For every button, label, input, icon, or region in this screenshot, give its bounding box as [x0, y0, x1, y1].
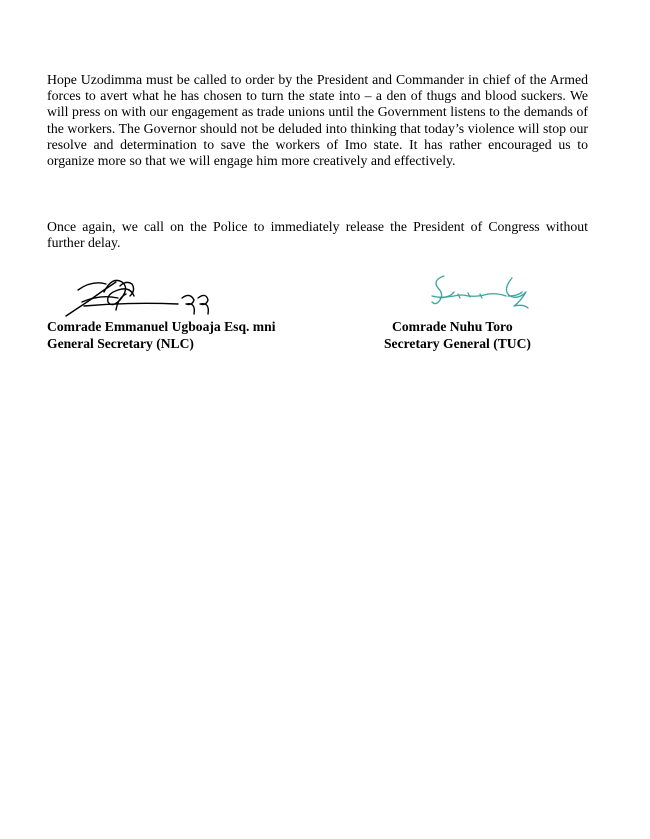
tuc-signatory-title: Secretary General (TUC) [384, 336, 531, 351]
closing-paragraph: Once again, we call on the Police to immediately release the President of Congress without further delay. [47, 219, 588, 251]
body-paragraph: Hope Uzodimma must be called to order by the President and Commander in chief of the Armed forces to avert what he has chosen to turn the state into – a den of thugs and blood suckers. We will press on with our engagement as trade unions until the Government listens to the demands of the workers. The Governor should not be deluded into thinking that today’s violence will stop our resolve and determination to save the workers of Imo state. It has rather encouraged us to organize more so that we will engage him more creatively and effectively. [47, 72, 588, 169]
nlc-signatory [47, 318, 275, 352]
tuc-signature [428, 270, 533, 312]
tuc-signatory-name: Comrade Nuhu Toro [392, 319, 513, 334]
nlc-signatory-title: General Secretary (NLC) [47, 336, 194, 351]
nlc-signatory-name: Comrade Emmanuel Ugboaja Esq. mni [47, 319, 276, 334]
nlc-signature [60, 272, 215, 320]
